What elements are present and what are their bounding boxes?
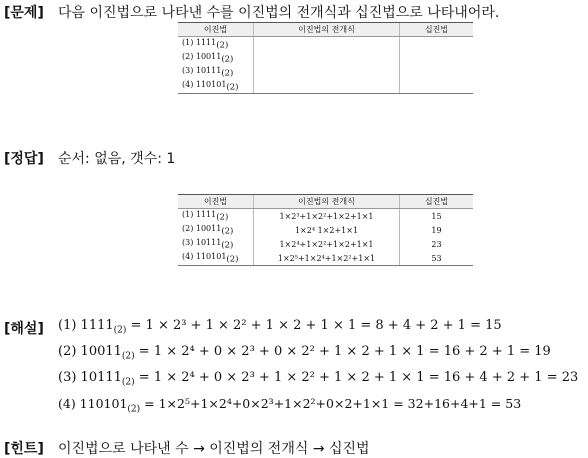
expansion-cell: 1×2⁵+1×2⁴+1×2²+1×1 xyxy=(254,251,400,266)
expansion-cell: 1×2⁴+1×2²+1×2+1×1 xyxy=(254,237,400,251)
table-row xyxy=(178,79,473,94)
explanation-line: (1) $1111_{(2)} = 1 \times 2^3 + 1 \times 2^2 + 1 \times 2 + 1 \times 1 = 8 + 4 + 2 + 1 = 15$ xyxy=(58,318,502,336)
decimal-cell xyxy=(400,37,474,52)
binary-cell: (2) $10011_{(2)}$ xyxy=(182,51,234,65)
table-row xyxy=(178,223,473,237)
explanation-line: (3) $10111_{(2)} = 1 \times 2^4 + 0 \times 2^3 + 1 \times 2^2 + 1 \times 2 + 1 \times 1 = 16 + 4 + 2 + 1 = 23$ xyxy=(58,370,579,388)
expansion-cell: 1×2³+1×2²+1×2+1×1 xyxy=(254,209,400,224)
table-row xyxy=(178,37,473,52)
header-binary: 이진법 xyxy=(178,23,254,37)
table-row xyxy=(178,51,473,65)
decimal-cell xyxy=(400,79,474,94)
header-expansion: 이진법의 전개식 xyxy=(254,195,400,209)
decimal-cell: 19 xyxy=(400,223,474,237)
answer-tag: [정답] xyxy=(4,151,44,167)
explanation-line: (4) $110101_{(2)} = 1\times 2^5+1\times 2^4+0\times 2^3+1\times 2^2+0\times 2+1\times 1 = 32+16+4+1 = 53$ xyxy=(58,396,522,415)
expansion-cell xyxy=(254,79,400,94)
decimal-cell: 53 xyxy=(400,251,474,266)
header-decimal: 십진법 xyxy=(400,23,474,37)
problem-text: 다음 이진법으로 나타낸 수를 이진법의 전개식과 십진법으로 나타내어라. xyxy=(58,5,500,21)
header-expansion: 이진법의 전개식 xyxy=(254,23,400,37)
explanation-line: (2) $10011_{(2)} = 1 \times 2^4 + 0 \times 2^3 + 0 \times 2^2 + 1 \times 2 + 1 \times 1 = 16 + 2 + 1 = 19$ xyxy=(58,344,551,362)
problem-table xyxy=(178,22,473,94)
header-binary: 이진법 xyxy=(178,195,254,209)
header-decimal: 십진법 xyxy=(400,195,474,209)
table-row xyxy=(178,65,473,79)
decimal-cell xyxy=(400,65,474,79)
expansion-cell xyxy=(254,37,400,52)
binary-cell: (4) $110101_{(2)}$ xyxy=(178,79,254,94)
answer-text: 순서: 없음, 갯수: 1 xyxy=(58,151,176,167)
answer-table xyxy=(178,194,473,266)
binary-cell: (3) $10111_{(2)}$ xyxy=(182,65,234,79)
binary-cell: (1) $1111_{(2)}$ xyxy=(182,209,229,223)
explanation-tag: [해설] xyxy=(4,321,44,337)
expansion-cell xyxy=(254,65,400,79)
decimal-cell xyxy=(400,51,474,65)
binary-cell: (2) $10011_{(2)}$ xyxy=(182,223,234,237)
decimal-cell: 23 xyxy=(400,237,474,251)
binary-cell: (1) $1111_{(2)}$ xyxy=(182,37,229,51)
binary-cell: (3) $10111_{(2)}$ xyxy=(182,237,234,251)
table-row xyxy=(178,237,473,251)
hint-tag: [힌트] xyxy=(4,441,44,457)
decimal-cell: 15 xyxy=(400,209,474,224)
hint-text: 이진법으로 나타낸 수 → 이진법의 전개식 → 십진법 xyxy=(58,441,370,457)
table-row xyxy=(178,251,473,266)
binary-cell: (4) $110101_{(2)}$ xyxy=(178,251,254,266)
expansion-cell xyxy=(254,51,400,65)
expansion-cell: 1×2⁴ 1×2+1×1 xyxy=(254,223,400,237)
problem-tag: [문제] xyxy=(4,5,44,21)
table-row xyxy=(178,209,473,224)
